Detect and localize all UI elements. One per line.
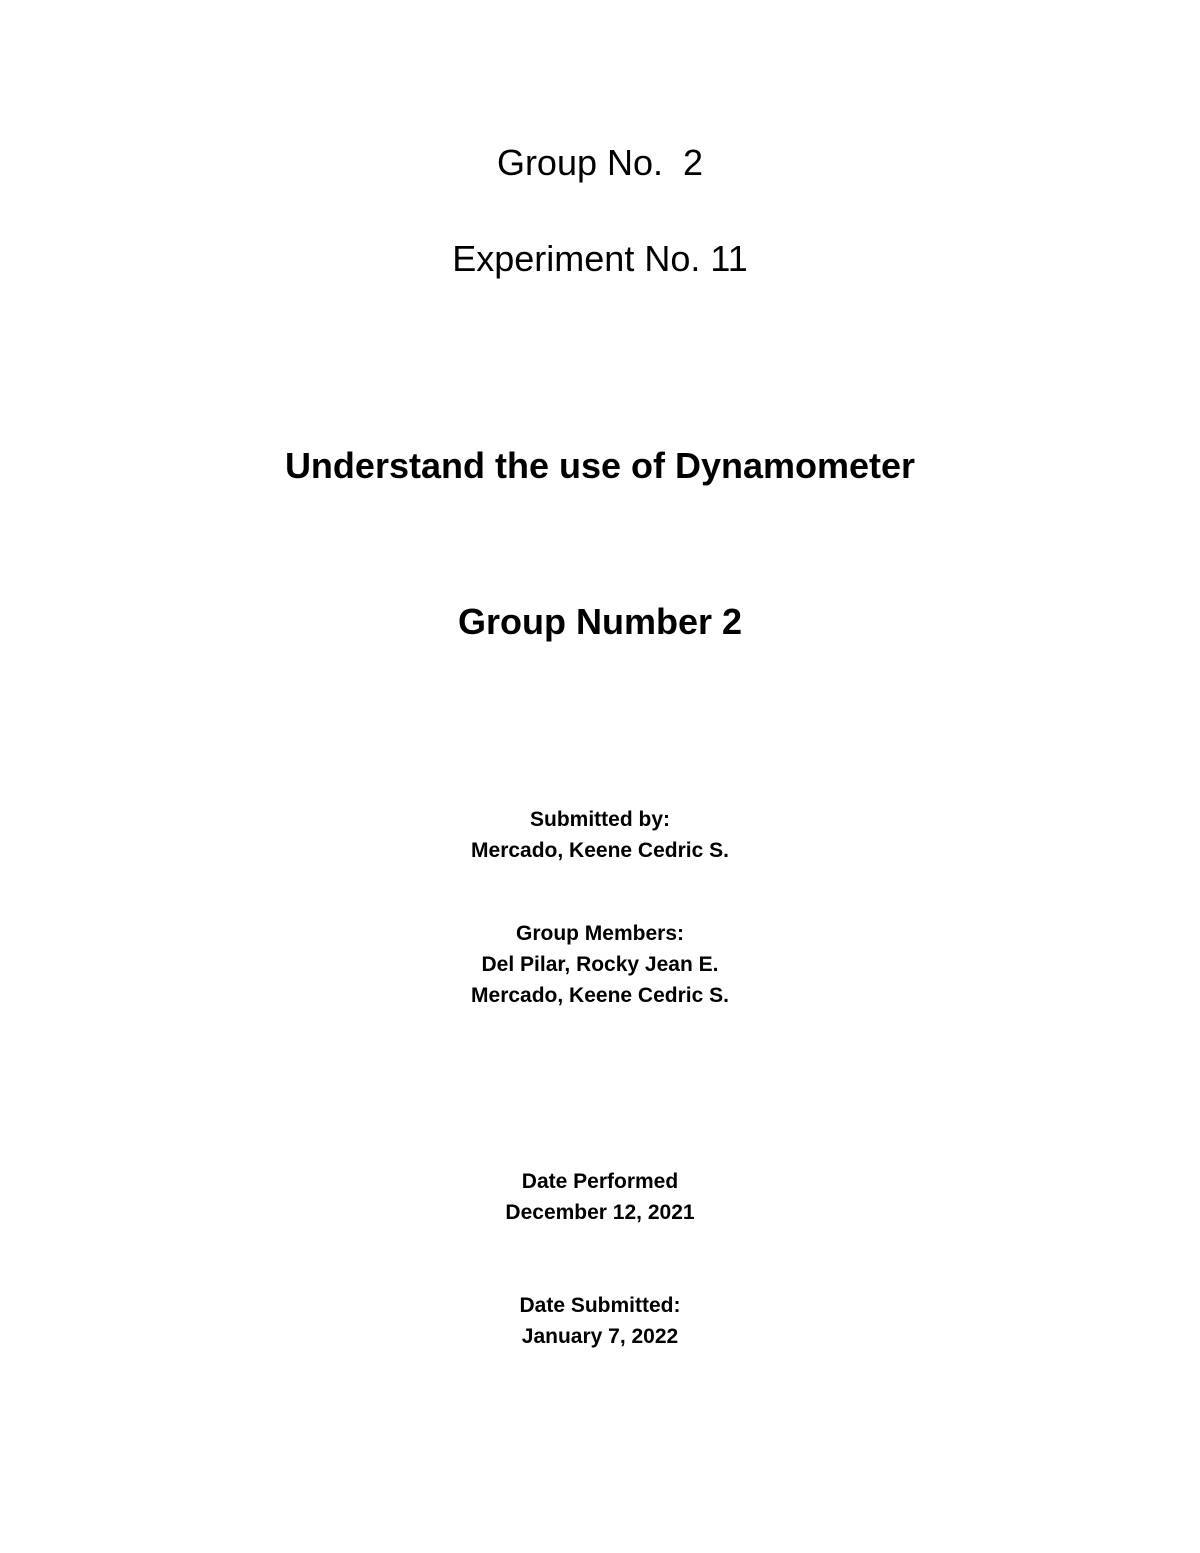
experiment-no-heading: Experiment No. 11: [452, 238, 748, 279]
date-submitted-value: January 7, 2022: [521, 1325, 679, 1348]
date-submitted-label: Date Submitted:: [519, 1294, 681, 1317]
group-member-item: Del Pilar, Rocky Jean E.: [481, 953, 719, 976]
group-no-heading: Group No. 2: [496, 142, 704, 183]
group-members-label: Group Members:: [515, 922, 685, 945]
submitted-by-label: Submitted by:: [530, 808, 670, 831]
submitted-by-name: Mercado, Keene Cedric S.: [471, 839, 729, 862]
document-title: Understand the use of Dynamometer: [284, 445, 916, 486]
group-number-heading: Group Number 2: [457, 601, 743, 642]
date-performed-value: December 12, 2021: [505, 1201, 695, 1224]
group-member-item: Mercado, Keene Cedric S.: [471, 984, 729, 1007]
date-performed-label: Date Performed: [521, 1170, 679, 1193]
